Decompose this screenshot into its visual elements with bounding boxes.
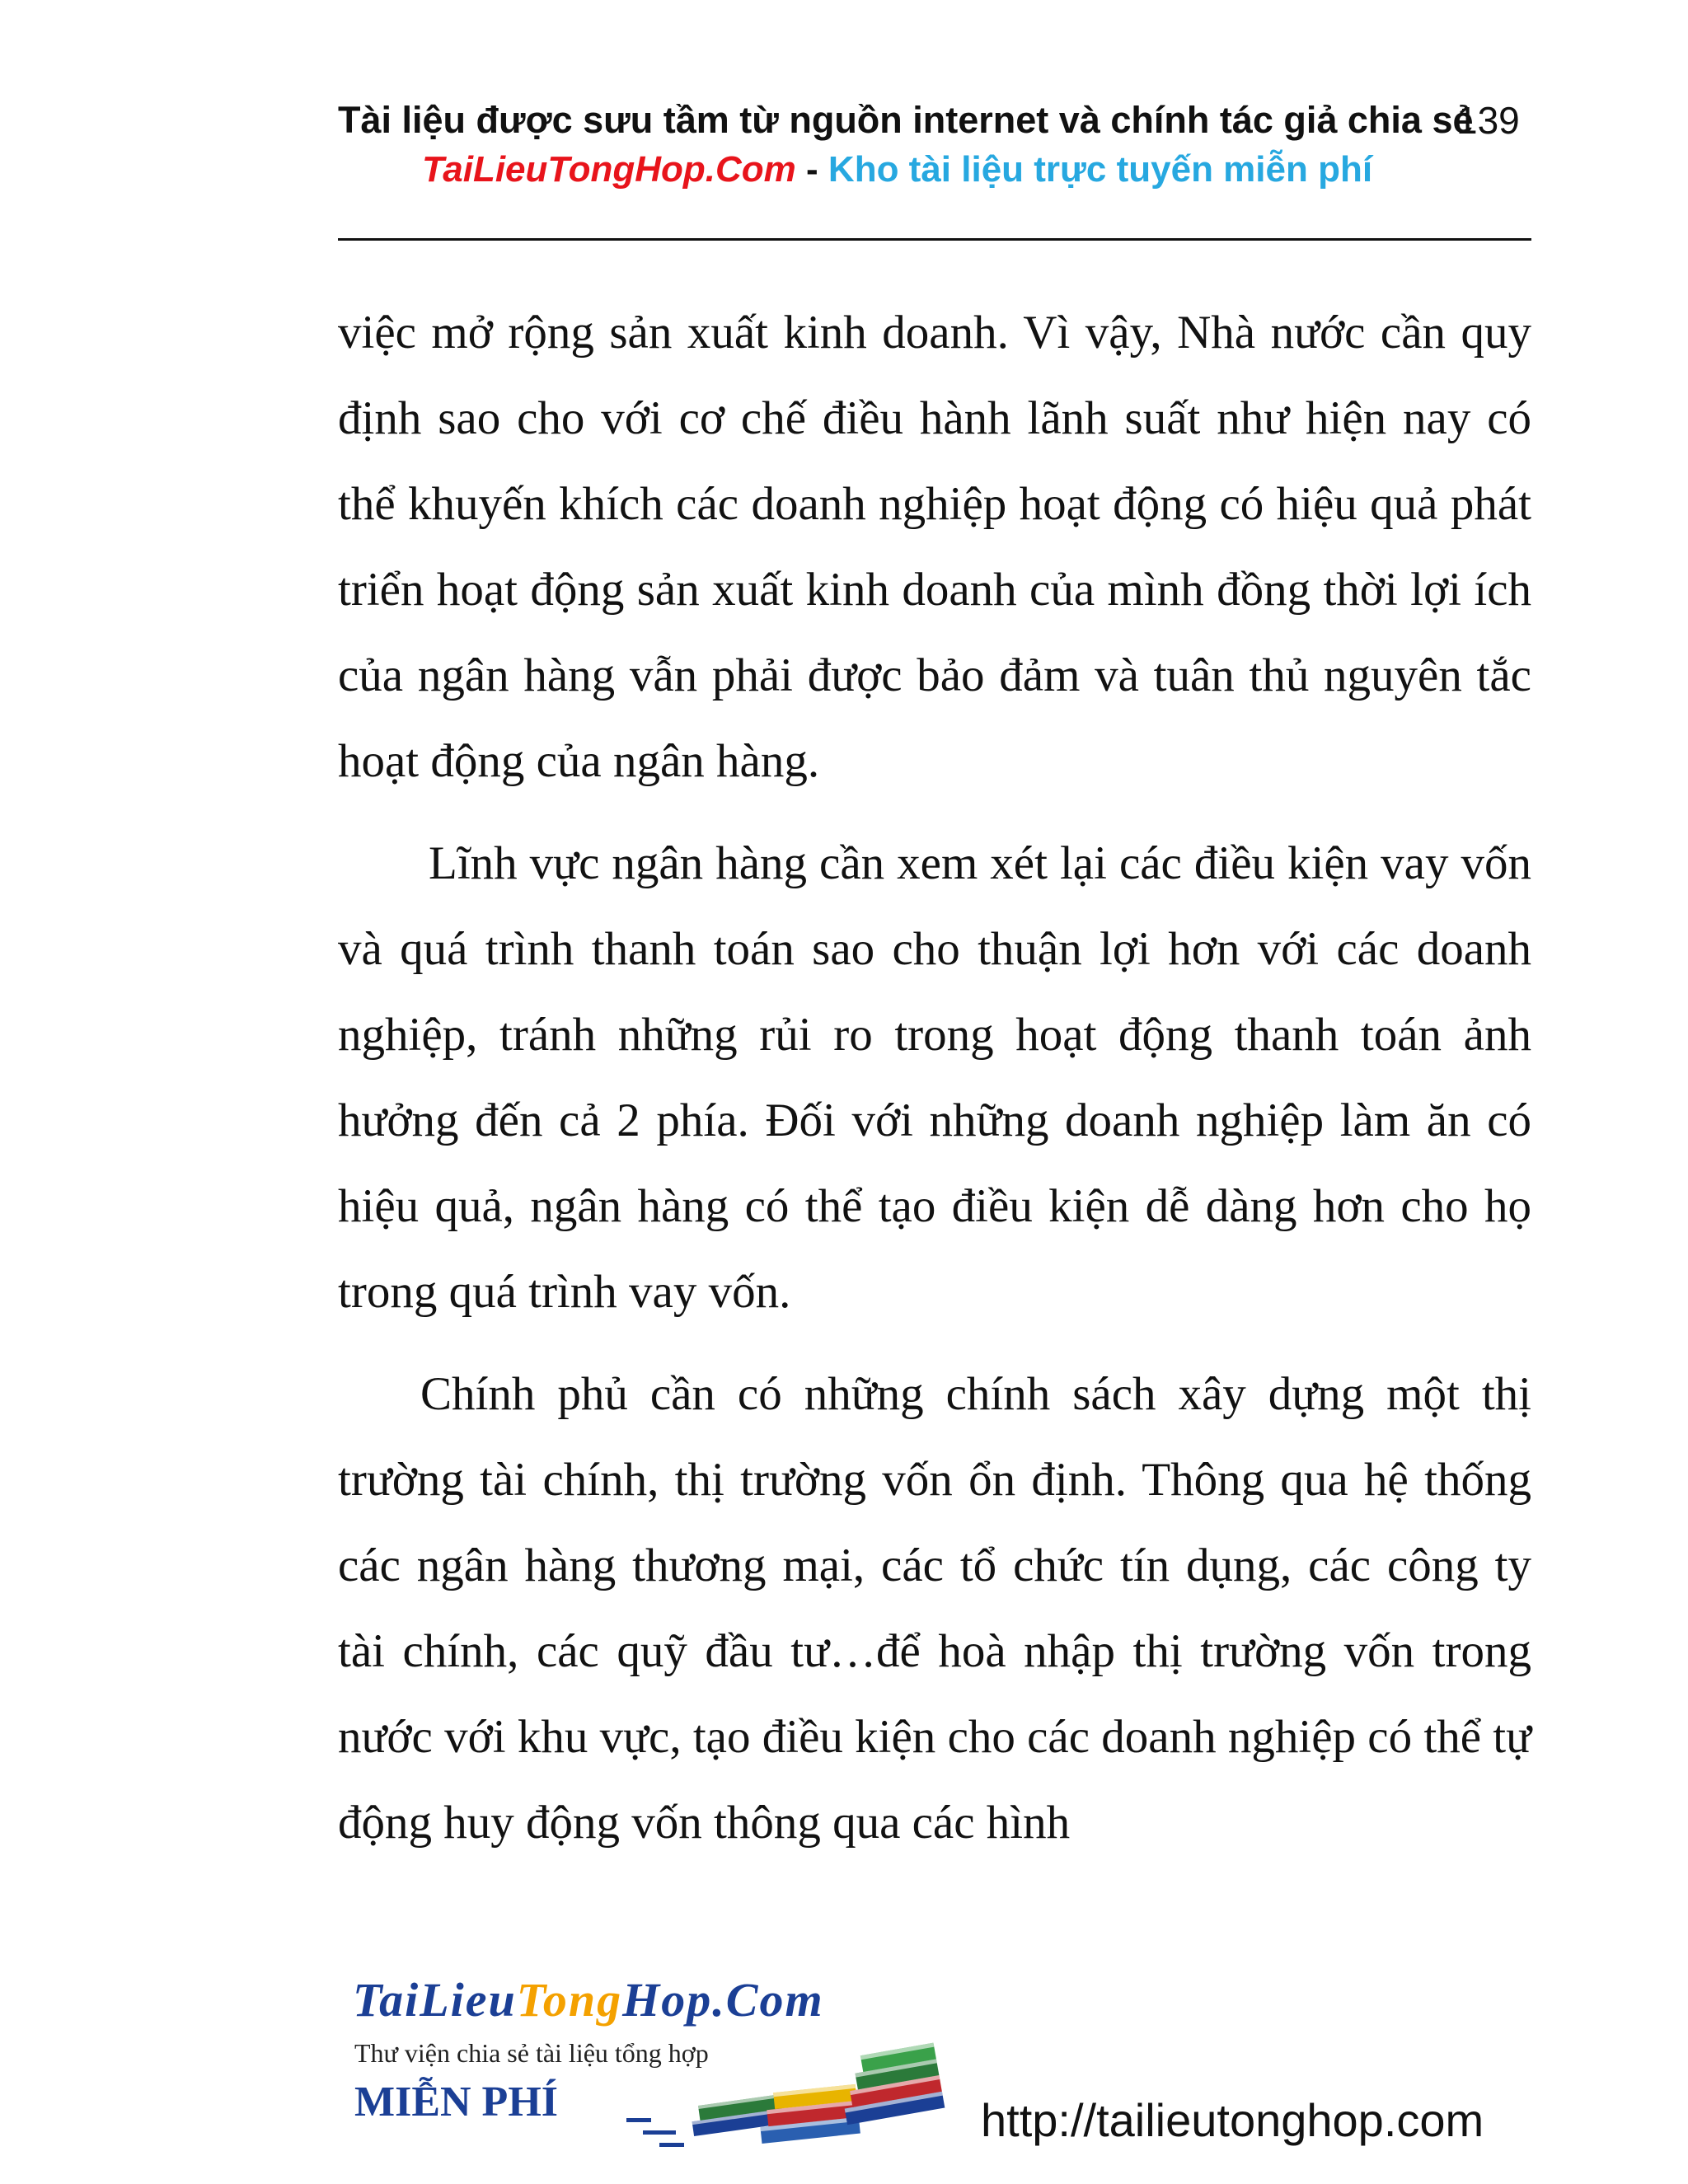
footer-url[interactable]: http://tailieutonghop.com — [981, 2094, 1484, 2146]
paragraph: việc mở rộng sản xuất kinh doanh. Vì vậy, Nhà nước cần quy định sao cho với cơ chế điều hành lãnh suất như hiện nay có thể khuyến khích các doanh nghiệp hoạt động có hiệu quả phát triển hoạt động sản xuất kinh doanh của mình đồng thời lợi ích của ngân hàng vẫn phải được bảo đảm và tuân thủ nguyên tắc hoạt động của ngân hàng. — [338, 307, 1531, 787]
header-separator: - — [806, 149, 818, 190]
logo-wordmark: TaiLieuTongHop.Com — [353, 1973, 824, 2027]
header-site-name[interactable]: TaiLieuTongHop.Com — [422, 149, 796, 190]
document-body — [338, 290, 1531, 1866]
footer-logo[interactable] — [346, 1966, 973, 2155]
logo-free-label: MIỄN PHÍ — [354, 2079, 558, 2125]
books-icon — [593, 2032, 973, 2155]
logo-subtitle: Thư viện chia sẻ tài liệu tổng hợp — [354, 2038, 709, 2068]
header-source-note: Tài liệu được sưu tầm từ nguồn internet và chính tác giả chia sẻ — [338, 99, 1474, 141]
paragraph: Chính phủ cần có những chính sách xây dựng một thị trường tài chính, thị trường vốn ổn định. Thông qua hệ thống các ngân hàng thương mại, các tổ chức tín dụng, các công ty tài chính, các quỹ đầu tư…để hoà nhập thị trường vốn trong nước với khu vực, tạo điều kiện cho các doanh nghiệp có thể tự động huy động vốn thông qua các hình — [338, 1368, 1531, 1849]
header-site-line — [422, 147, 1372, 193]
page-header — [338, 97, 1533, 190]
page-number: 139 — [1456, 99, 1520, 142]
paragraph: Lĩnh vực ngân hàng cần xem xét lại các điều kiện vay vốn và quá trình thanh toán sao cho thuận lợi hơn với các doanh nghiệp, tránh những rủi ro trong hoạt động thanh toán ảnh hưởng đến cả 2 phía. Đối với những doanh nghiệp làm ăn có hiệu quả, ngân hàng có thể tạo điều kiện dễ dàng hơn cho họ trong quá trình vay vốn. — [338, 837, 1531, 1318]
header-divider — [338, 238, 1531, 241]
header-tagline: Kho tài liệu trực tuyến miễn phí — [828, 149, 1373, 190]
